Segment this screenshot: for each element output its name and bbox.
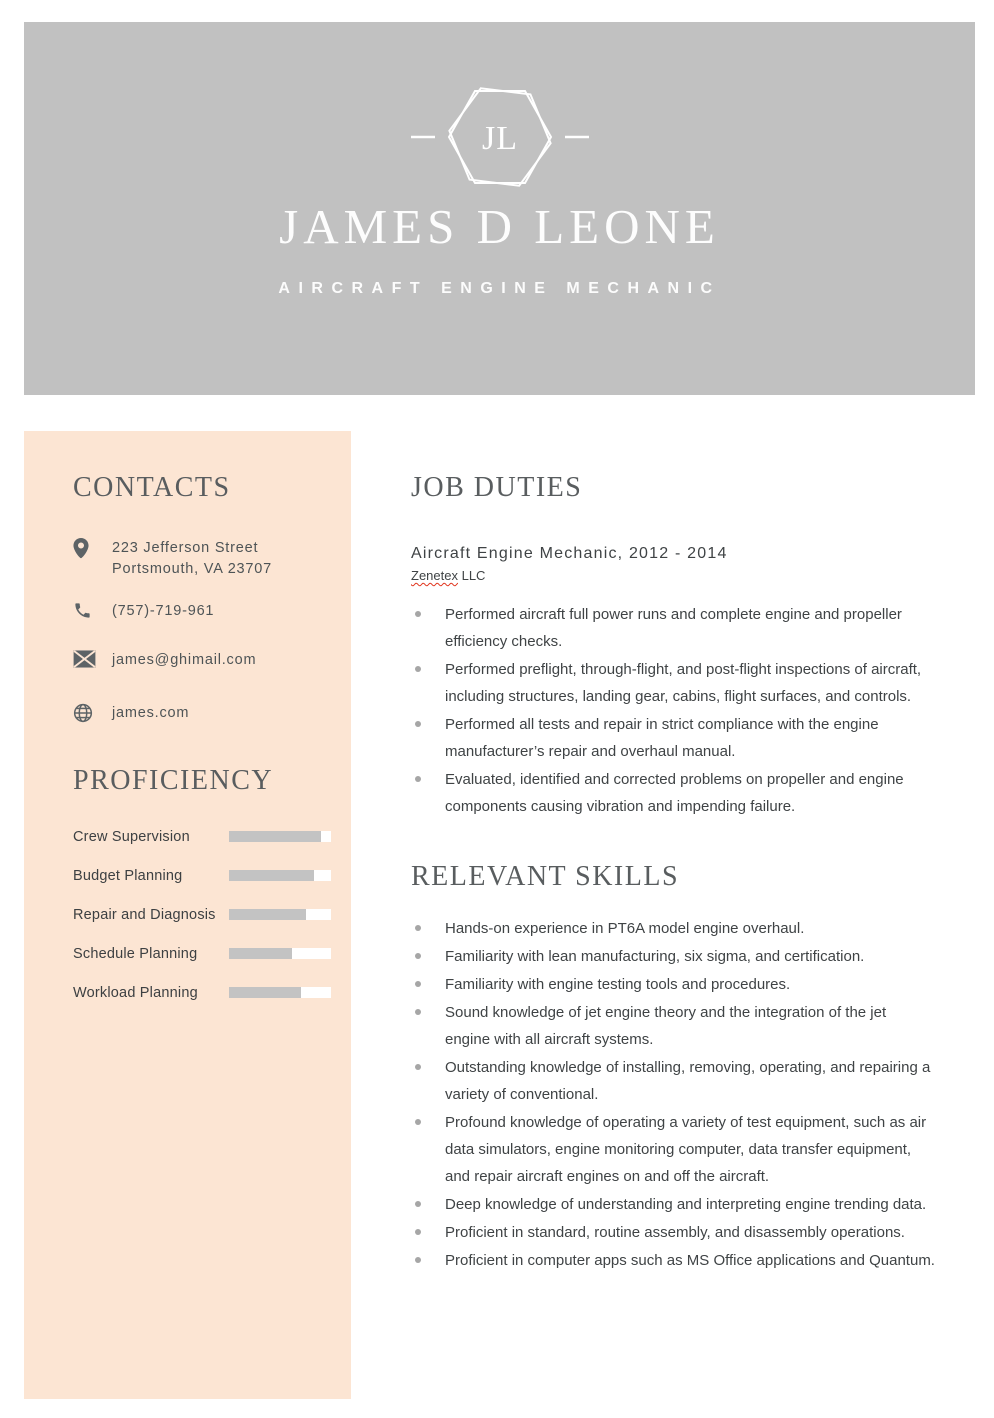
skill-text: Sound knowledge of jet engine theory and the integration of the jet engine with all aircraft systems. bbox=[445, 1004, 887, 1048]
skill-row bbox=[73, 982, 331, 1003]
skill-text: Deep knowledge of understanding and interpreting engine trending data. bbox=[445, 1196, 927, 1213]
skill-text: Proficient in computer apps such as MS Office applications and Quantum. bbox=[445, 1252, 935, 1269]
bullet-icon bbox=[415, 1064, 421, 1070]
list-item bbox=[411, 1054, 935, 1108]
skill-bar-track bbox=[229, 909, 331, 920]
skill-label: Crew Supervision bbox=[73, 828, 190, 845]
list-item bbox=[411, 971, 935, 998]
skill-text: Proficient in standard, routine assembly, and disassembly operations. bbox=[445, 1224, 905, 1241]
location-pin-icon bbox=[73, 538, 97, 559]
skill-text: Profound knowledge of operating a variety of test equipment, such as air data simulators, engine monitoring computer, data transfer equipment, and repair aircraft engines on and off the aircraft. bbox=[445, 1114, 927, 1185]
name-heading: JAMES D LEONE bbox=[279, 199, 720, 254]
bullet-icon bbox=[415, 1257, 421, 1263]
skill-text: Familiarity with lean manufacturing, six sigma, and certification. bbox=[445, 948, 865, 965]
email-text: james@ghimail.com bbox=[112, 652, 257, 668]
list-item bbox=[411, 1219, 935, 1246]
list-item bbox=[411, 999, 935, 1053]
skill-bar-track bbox=[229, 948, 331, 959]
address-line-1: 223 Jefferson Street bbox=[112, 540, 259, 556]
list-item bbox=[411, 915, 935, 942]
list-item bbox=[411, 1109, 935, 1190]
company-name: Zenetex bbox=[411, 568, 458, 583]
skill-label: Workload Planning bbox=[73, 984, 198, 1001]
list-item bbox=[411, 766, 935, 820]
skill-row bbox=[73, 943, 331, 964]
list-item bbox=[411, 1191, 935, 1218]
globe-icon bbox=[73, 703, 97, 723]
company-suffix: LLC bbox=[457, 568, 486, 583]
duty-text: Performed aircraft full power runs and complete engine and propeller efficiency checks. bbox=[445, 606, 902, 650]
header-job-title: AIRCRAFT ENGINE MECHANIC bbox=[278, 280, 721, 297]
duty-text: Performed preflight, through-flight, and post-flight inspections of aircraft, including structures, landing gear, cabins, flight surfaces, and controls. bbox=[445, 661, 922, 705]
monogram-hexagon-icon bbox=[405, 84, 595, 190]
bullet-icon bbox=[415, 1201, 421, 1207]
proficiency-heading: PROFICIENCY bbox=[73, 765, 274, 796]
address-line-2: Portsmouth, VA 23707 bbox=[112, 561, 273, 577]
list-item bbox=[411, 601, 935, 655]
skill-bar-track bbox=[229, 987, 331, 998]
contact-row-phone bbox=[73, 600, 331, 622]
skill-bar-track bbox=[229, 831, 331, 842]
relevant-skills-list bbox=[411, 915, 935, 1274]
phone-icon bbox=[73, 601, 97, 620]
skill-row bbox=[73, 865, 331, 886]
skill-bar-track bbox=[229, 870, 331, 881]
skill-text: Familiarity with engine testing tools and procedures. bbox=[445, 976, 791, 993]
header bbox=[24, 22, 975, 395]
phone-text: (757)-719-961 bbox=[112, 603, 215, 619]
contact-row-website bbox=[73, 702, 331, 724]
bullet-icon bbox=[415, 1229, 421, 1235]
company-line bbox=[411, 568, 935, 583]
contact-row-email bbox=[73, 649, 331, 671]
role-line: Aircraft Engine Mechanic, 2012 - 2014 bbox=[411, 545, 728, 562]
bullet-icon bbox=[415, 981, 421, 987]
proficiency-list bbox=[73, 826, 331, 1003]
skill-row bbox=[73, 826, 331, 847]
contact-row-address bbox=[73, 537, 331, 580]
list-item bbox=[411, 943, 935, 970]
skill-label: Budget Planning bbox=[73, 867, 183, 884]
email-icon bbox=[73, 650, 97, 668]
contact-list bbox=[73, 537, 331, 724]
main-column bbox=[411, 431, 935, 1275]
bullet-icon bbox=[415, 611, 421, 617]
skill-label: Schedule Planning bbox=[73, 945, 198, 962]
skill-text: Hands-on experience in PT6A model engine overhaul. bbox=[445, 920, 805, 937]
skill-bar-fill bbox=[229, 948, 292, 959]
skill-text: Outstanding knowledge of installing, removing, operating, and repairing a variety of conventional. bbox=[445, 1059, 931, 1103]
skill-bar-fill bbox=[229, 987, 301, 998]
contacts-heading: CONTACTS bbox=[73, 472, 231, 503]
bullet-icon bbox=[415, 1009, 421, 1015]
skill-row bbox=[73, 904, 331, 925]
duty-text: Evaluated, identified and corrected problems on propeller and engine components causing vibration and impending failure. bbox=[445, 771, 904, 815]
bullet-icon bbox=[415, 666, 421, 672]
bullet-icon bbox=[415, 1119, 421, 1125]
skill-bar-fill bbox=[229, 831, 321, 842]
duty-text: Performed all tests and repair in strict compliance with the engine manufacturer’s repair and overhaul manual. bbox=[445, 716, 879, 760]
bullet-icon bbox=[415, 721, 421, 727]
website-text: james.com bbox=[112, 705, 190, 721]
list-item bbox=[411, 1247, 935, 1274]
job-duties-list bbox=[411, 601, 935, 820]
bullet-icon bbox=[415, 925, 421, 931]
address-text bbox=[112, 537, 272, 580]
bullet-icon bbox=[415, 776, 421, 782]
bullet-icon bbox=[415, 953, 421, 959]
list-item bbox=[411, 711, 935, 765]
skill-bar-fill bbox=[229, 909, 306, 920]
list-item bbox=[411, 656, 935, 710]
skill-label: Repair and Diagnosis bbox=[73, 906, 216, 923]
relevant-skills-heading: RELEVANT SKILLS bbox=[411, 861, 680, 892]
monogram-initials: JL bbox=[481, 120, 518, 157]
sidebar bbox=[24, 431, 351, 1399]
skill-bar-fill bbox=[229, 870, 314, 881]
job-duties-heading: JOB DUTIES bbox=[411, 472, 583, 503]
